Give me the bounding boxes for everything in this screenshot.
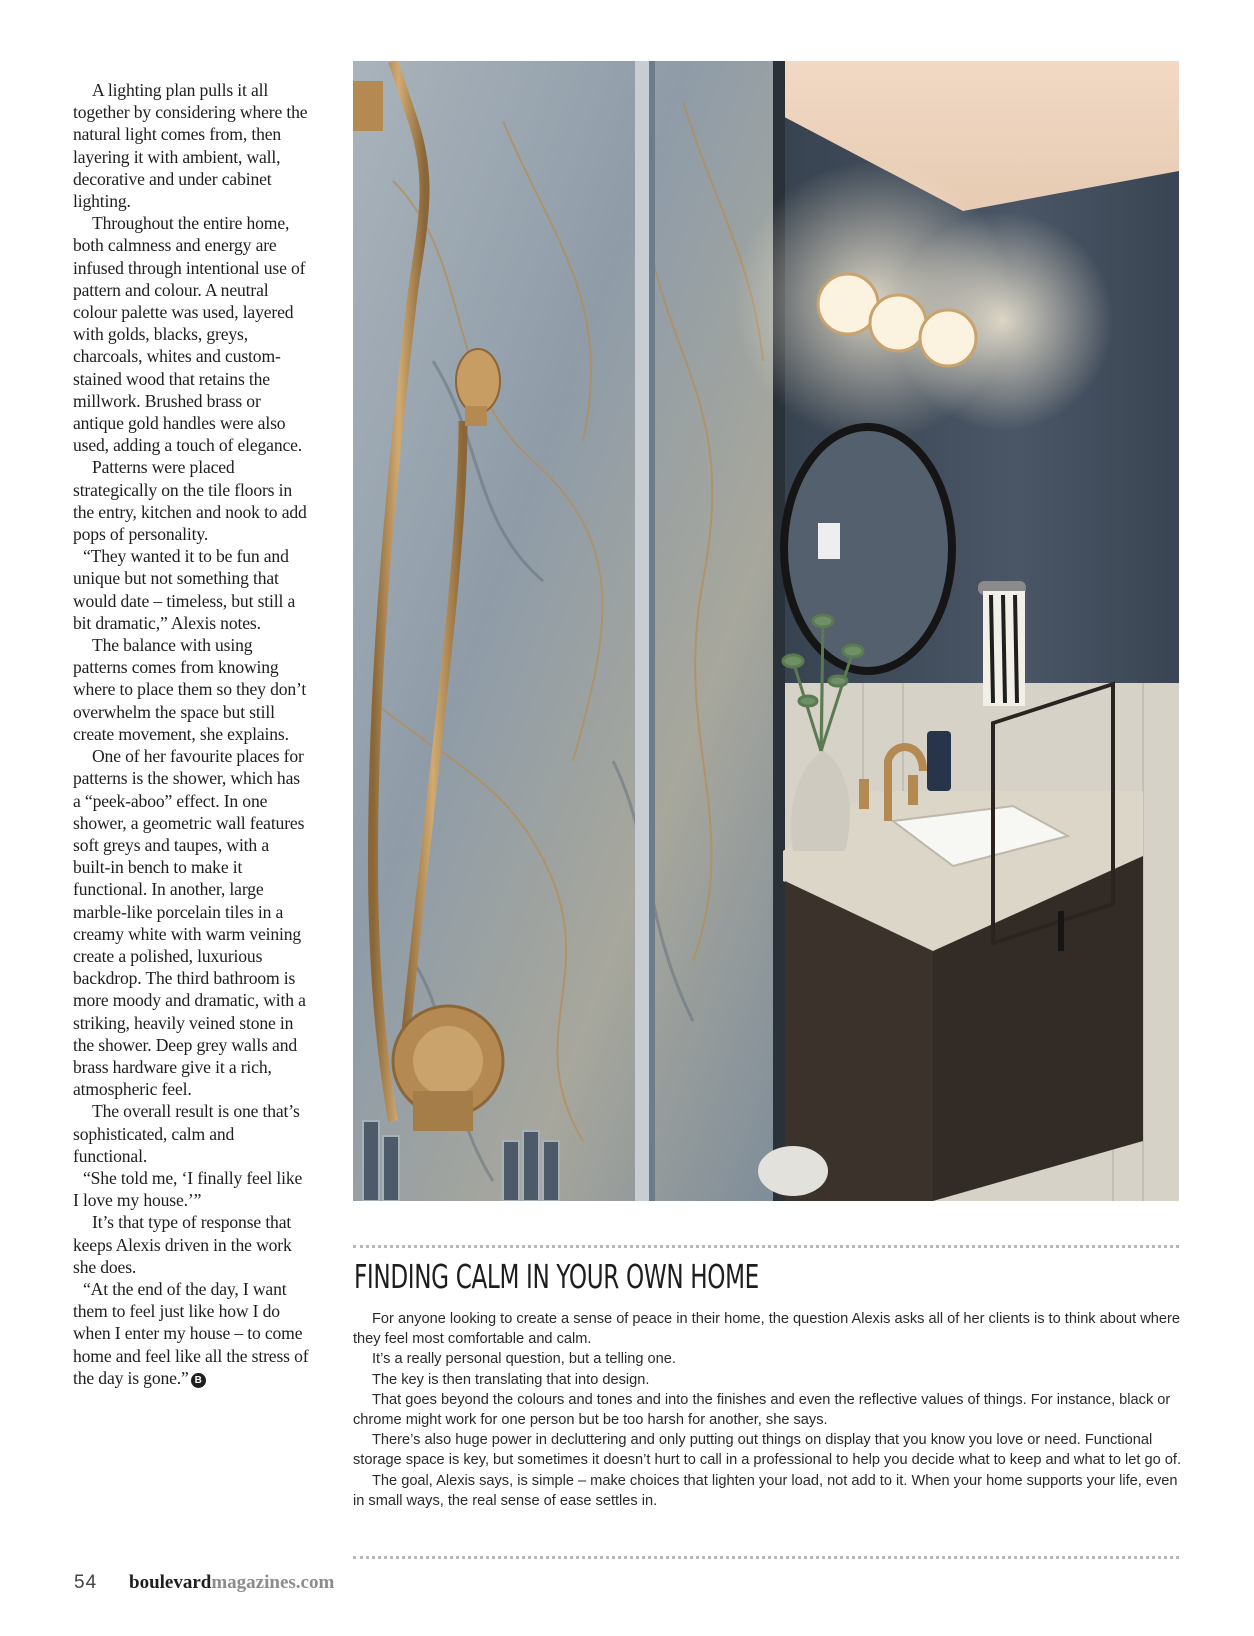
sidebar-paragraph: There’s also huge power in decluttering and only putting out things on display that you know you love or need. Functional storage space is key, but sometimes it doesn’t hurt to call in a professional to help you decide what to keep and what to let go of. [353,1432,1181,1469]
article-paragraph: One of her favourite places for patterns is the shower, which has a “peek-aboo” effect. In one shower, a geometric wall features soft greys and taupes, with a built-in bench to make it functional. In another, large marble-like porcelain tiles in a creamy white with warm veining create a polished, luxurious backdrop. The third bathroom is more moody and dramatic, with a striking, heavily veined stone in the shower. Deep grey walls and brass hardware give it a rich, atmospheric feel. [73,746,306,1100]
sidebar-paragraph: That goes beyond the colours and tones and into the finishes and even the reflective values of things. For instance, black or chrome might work for one person but be too harsh for another, she says. [353,1391,1171,1429]
article-body [73,79,309,1389]
brand-name: boulevard [129,1572,212,1593]
article-paragraph: “She told me, ‘I finally feel like I love my house.’” [73,1167,303,1211]
article-paragraph: Patterns were placed strategically on the tile floors in the entry, kitchen and nook to add pops of personality. [73,457,307,545]
article-final-paragraph [73,1278,309,1389]
sidebar-paragraph: The key is then translating that into design. [372,1371,650,1388]
article-paragraph: Throughout the entire home, both calmness and energy are infused through intentional use of pattern and colour. A neutral colour palette was used, layered with golds, blacks, greys, charcoals, whites and custom-stained wood that retains the millwork. Brushed brass or antique gold handles were also used, adding a touch of elegance. [73,213,306,456]
bathroom-illustration [353,61,1179,1201]
page-number: 54 [74,1572,98,1593]
article-paragraph-text: “At the end of the day, I want them to feel just like how I do when I enter my house – to come home and feel like all the stress of the day is gone.” [73,1278,309,1388]
sidebar-body [353,1309,1183,1511]
sidebar-paragraph: The goal, Alexis says, is simple – make choices that lighten your load, not add to it. When your home supports your life, even in small ways, the real sense of ease settles in. [353,1472,1178,1509]
brand-domain: magazines.com [211,1572,335,1593]
bathroom-photo [353,61,1179,1201]
article-paragraph: It’s that type of response that keeps Alexis driven in the work she does. [73,1212,292,1277]
article-paragraph: “They wanted it to be fun and unique but not something that would date – timeless, but still a bit dramatic,” Alexis notes. [73,546,296,633]
magazine-url[interactable] [129,1572,334,1594]
sidebar-paragraph: For anyone looking to create a sense of peace in their home, the question Alexis asks all of her clients is to think about where they feel most comfortable and calm. [353,1311,1180,1348]
sidebar-paragraph: It’s a really personal question, but a telling one. [372,1351,676,1368]
sidebar-top-divider [353,1245,1179,1248]
page-footer [74,1572,335,1602]
sidebar-title: FINDING CALM IN YOUR OWN HOME [354,1257,759,1296]
article-paragraph: The overall result is one that’s sophisticated, calm and functional. [73,1101,300,1166]
end-mark-icon: B [191,1373,206,1388]
article-paragraph: The balance with using patterns comes from knowing where to place them so they don’t overwhelm the space but still create movement, she explains. [73,635,307,744]
sidebar-bottom-divider [353,1556,1179,1559]
article-paragraph: A lighting plan pulls it all together by considering where the natural light comes from, then layering it with ambient, wall, decorative and under cabinet lighting. [73,80,308,212]
